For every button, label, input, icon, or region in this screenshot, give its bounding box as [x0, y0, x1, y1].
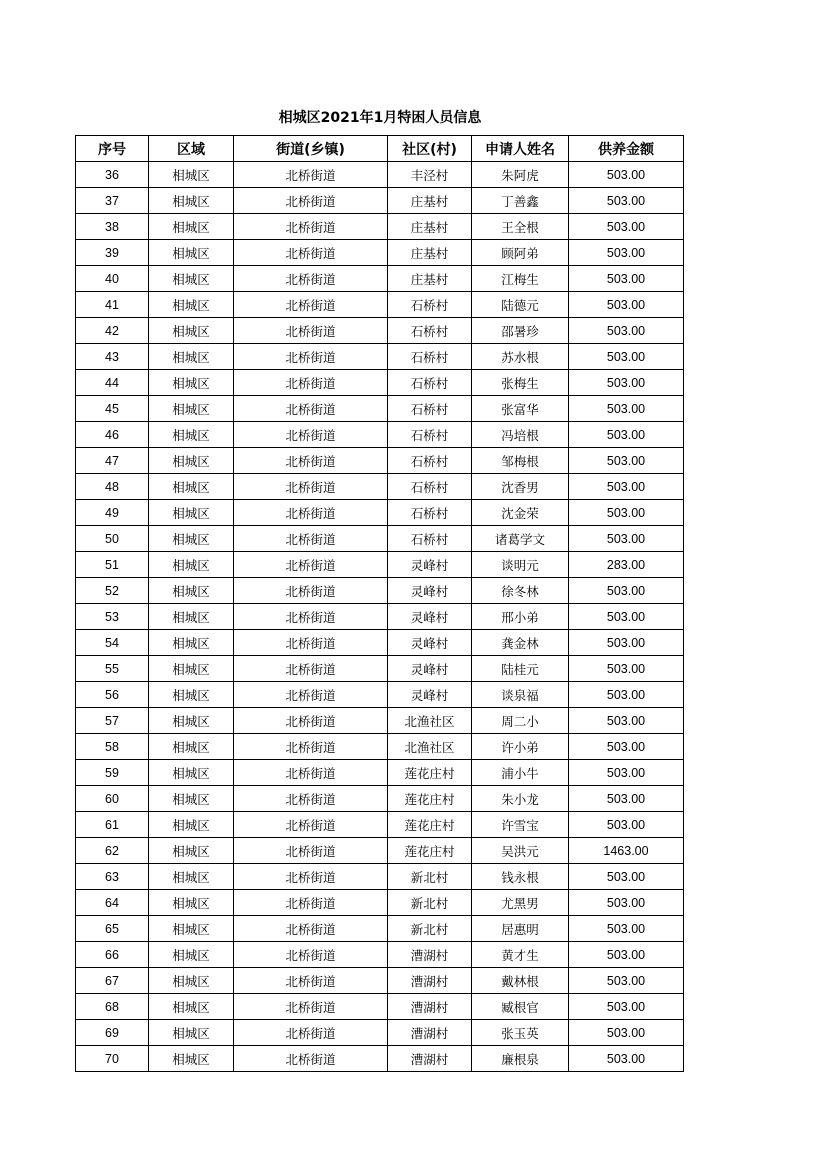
- cell-serial: 65: [76, 916, 149, 942]
- cell-serial: 68: [76, 994, 149, 1020]
- cell-support-amount: 503.00: [569, 786, 684, 812]
- cell-district: 相城区: [149, 630, 234, 656]
- cell-serial: 64: [76, 890, 149, 916]
- cell-applicant-name: 钱永根: [472, 864, 569, 890]
- table-header: [76, 136, 684, 162]
- table-row: [76, 968, 684, 994]
- table-row: [76, 422, 684, 448]
- cell-community: 石桥村: [388, 474, 472, 500]
- cell-applicant-name: 谈泉福: [472, 682, 569, 708]
- table-row: [76, 942, 684, 968]
- cell-support-amount: 503.00: [569, 734, 684, 760]
- cell-serial: 59: [76, 760, 149, 786]
- cell-serial: 37: [76, 188, 149, 214]
- cell-applicant-name: 沈香男: [472, 474, 569, 500]
- cell-support-amount: 503.00: [569, 474, 684, 500]
- table-row: [76, 1046, 684, 1072]
- cell-district: 相城区: [149, 552, 234, 578]
- cell-district: 相城区: [149, 396, 234, 422]
- cell-street: 北桥街道: [234, 396, 388, 422]
- cell-street: 北桥街道: [234, 630, 388, 656]
- cell-support-amount: 503.00: [569, 500, 684, 526]
- table-row: [76, 656, 684, 682]
- table-row: [76, 682, 684, 708]
- cell-community: 北渔社区: [388, 734, 472, 760]
- cell-applicant-name: 周二小: [472, 708, 569, 734]
- cell-support-amount: 503.00: [569, 318, 684, 344]
- cell-street: 北桥街道: [234, 474, 388, 500]
- cell-support-amount: 503.00: [569, 1046, 684, 1072]
- cell-district: 相城区: [149, 1046, 234, 1072]
- cell-district: 相城区: [149, 500, 234, 526]
- cell-applicant-name: 张玉英: [472, 1020, 569, 1046]
- cell-serial: 45: [76, 396, 149, 422]
- cell-street: 北桥街道: [234, 448, 388, 474]
- cell-support-amount: 503.00: [569, 994, 684, 1020]
- table-row: [76, 890, 684, 916]
- cell-serial: 49: [76, 500, 149, 526]
- cell-district: 相城区: [149, 994, 234, 1020]
- cell-district: 相城区: [149, 916, 234, 942]
- cell-serial: 47: [76, 448, 149, 474]
- cell-serial: 67: [76, 968, 149, 994]
- cell-community: 石桥村: [388, 396, 472, 422]
- table-row: [76, 500, 684, 526]
- cell-street: 北桥街道: [234, 760, 388, 786]
- cell-district: 相城区: [149, 708, 234, 734]
- cell-serial: 41: [76, 292, 149, 318]
- table-row: [76, 240, 684, 266]
- cell-district: 相城区: [149, 266, 234, 292]
- cell-support-amount: 503.00: [569, 188, 684, 214]
- cell-street: 北桥街道: [234, 526, 388, 552]
- cell-applicant-name: 戴林根: [472, 968, 569, 994]
- cell-district: 相城区: [149, 370, 234, 396]
- cell-district: 相城区: [149, 188, 234, 214]
- cell-street: 北桥街道: [234, 422, 388, 448]
- cell-district: 相城区: [149, 162, 234, 188]
- cell-community: 石桥村: [388, 500, 472, 526]
- cell-community: 漕湖村: [388, 1020, 472, 1046]
- cell-applicant-name: 许小弟: [472, 734, 569, 760]
- cell-serial: 46: [76, 422, 149, 448]
- cell-serial: 40: [76, 266, 149, 292]
- cell-support-amount: 503.00: [569, 1020, 684, 1046]
- cell-applicant-name: 黄才生: [472, 942, 569, 968]
- cell-street: 北桥街道: [234, 370, 388, 396]
- table-row: [76, 578, 684, 604]
- cell-community: 庄基村: [388, 188, 472, 214]
- cell-serial: 70: [76, 1046, 149, 1072]
- table-row: [76, 162, 684, 188]
- cell-serial: 50: [76, 526, 149, 552]
- cell-serial: 66: [76, 942, 149, 968]
- cell-applicant-name: 谈明元: [472, 552, 569, 578]
- cell-community: 庄基村: [388, 240, 472, 266]
- cell-support-amount: 503.00: [569, 656, 684, 682]
- cell-support-amount: 503.00: [569, 266, 684, 292]
- cell-district: 相城区: [149, 474, 234, 500]
- cell-district: 相城区: [149, 734, 234, 760]
- table-row: [76, 318, 684, 344]
- table-row: [76, 1020, 684, 1046]
- cell-applicant-name: 陆德元: [472, 292, 569, 318]
- cell-street: 北桥街道: [234, 838, 388, 864]
- cell-district: 相城区: [149, 656, 234, 682]
- cell-community: 石桥村: [388, 370, 472, 396]
- cell-applicant-name: 诸葛学文: [472, 526, 569, 552]
- cell-street: 北桥街道: [234, 552, 388, 578]
- cell-applicant-name: 张富华: [472, 396, 569, 422]
- cell-applicant-name: 张梅生: [472, 370, 569, 396]
- cell-street: 北桥街道: [234, 708, 388, 734]
- col-header-serial: 序号: [76, 136, 149, 162]
- cell-support-amount: 283.00: [569, 552, 684, 578]
- cell-street: 北桥街道: [234, 890, 388, 916]
- cell-applicant-name: 臧根官: [472, 994, 569, 1020]
- cell-street: 北桥街道: [234, 864, 388, 890]
- cell-district: 相城区: [149, 422, 234, 448]
- cell-district: 相城区: [149, 812, 234, 838]
- cell-district: 相城区: [149, 786, 234, 812]
- cell-district: 相城区: [149, 890, 234, 916]
- cell-applicant-name: 朱阿虎: [472, 162, 569, 188]
- cell-community: 北渔社区: [388, 708, 472, 734]
- cell-district: 相城区: [149, 942, 234, 968]
- cell-street: 北桥街道: [234, 786, 388, 812]
- cell-serial: 48: [76, 474, 149, 500]
- col-header-district: 区域: [149, 136, 234, 162]
- cell-support-amount: 503.00: [569, 916, 684, 942]
- cell-street: 北桥街道: [234, 240, 388, 266]
- cell-applicant-name: 邹梅根: [472, 448, 569, 474]
- cell-serial: 61: [76, 812, 149, 838]
- table-row: [76, 344, 684, 370]
- cell-community: 庄基村: [388, 214, 472, 240]
- cell-community: 灵峰村: [388, 604, 472, 630]
- col-header-community: 社区(村): [388, 136, 472, 162]
- cell-district: 相城区: [149, 578, 234, 604]
- cell-street: 北桥街道: [234, 318, 388, 344]
- table-row: [76, 916, 684, 942]
- cell-applicant-name: 丁善鑫: [472, 188, 569, 214]
- table-row: [76, 396, 684, 422]
- cell-support-amount: 503.00: [569, 370, 684, 396]
- cell-street: 北桥街道: [234, 292, 388, 318]
- col-header-applicant-name: 申请人姓名: [472, 136, 569, 162]
- cell-district: 相城区: [149, 292, 234, 318]
- cell-community: 石桥村: [388, 344, 472, 370]
- table-row: [76, 812, 684, 838]
- cell-applicant-name: 邢小弟: [472, 604, 569, 630]
- table-row: [76, 188, 684, 214]
- table-row: [76, 838, 684, 864]
- cell-street: 北桥街道: [234, 812, 388, 838]
- cell-applicant-name: 许雪宝: [472, 812, 569, 838]
- cell-community: 漕湖村: [388, 1046, 472, 1072]
- cell-serial: 54: [76, 630, 149, 656]
- cell-community: 灵峰村: [388, 552, 472, 578]
- cell-support-amount: 503.00: [569, 448, 684, 474]
- table-row: [76, 786, 684, 812]
- cell-serial: 42: [76, 318, 149, 344]
- cell-community: 新北村: [388, 864, 472, 890]
- cell-street: 北桥街道: [234, 734, 388, 760]
- cell-support-amount: 503.00: [569, 422, 684, 448]
- table-row: [76, 370, 684, 396]
- cell-district: 相城区: [149, 214, 234, 240]
- cell-district: 相城区: [149, 448, 234, 474]
- cell-serial: 44: [76, 370, 149, 396]
- cell-support-amount: 503.00: [569, 162, 684, 188]
- cell-street: 北桥街道: [234, 942, 388, 968]
- cell-support-amount: 503.00: [569, 682, 684, 708]
- page-title: 相城区2021年1月特困人员信息: [278, 110, 482, 126]
- cell-serial: 38: [76, 214, 149, 240]
- cell-applicant-name: 苏水根: [472, 344, 569, 370]
- cell-serial: 39: [76, 240, 149, 266]
- cell-community: 漕湖村: [388, 994, 472, 1020]
- cell-serial: 51: [76, 552, 149, 578]
- cell-support-amount: 503.00: [569, 708, 684, 734]
- cell-applicant-name: 邵暑珍: [472, 318, 569, 344]
- cell-applicant-name: 冯培根: [472, 422, 569, 448]
- cell-support-amount: 503.00: [569, 968, 684, 994]
- cell-community: 莲花庄村: [388, 838, 472, 864]
- cell-district: 相城区: [149, 968, 234, 994]
- cell-community: 庄基村: [388, 266, 472, 292]
- cell-community: 灵峰村: [388, 656, 472, 682]
- cell-district: 相城区: [149, 682, 234, 708]
- cell-street: 北桥街道: [234, 916, 388, 942]
- cell-support-amount: 503.00: [569, 812, 684, 838]
- cell-serial: 56: [76, 682, 149, 708]
- cell-district: 相城区: [149, 1020, 234, 1046]
- cell-serial: 60: [76, 786, 149, 812]
- cell-support-amount: 503.00: [569, 890, 684, 916]
- cell-community: 莲花庄村: [388, 812, 472, 838]
- cell-serial: 53: [76, 604, 149, 630]
- recipients-table: [75, 135, 684, 1072]
- cell-street: 北桥街道: [234, 214, 388, 240]
- col-header-street: 街道(乡镇): [234, 136, 388, 162]
- cell-street: 北桥街道: [234, 578, 388, 604]
- cell-applicant-name: 沈金荣: [472, 500, 569, 526]
- cell-serial: 52: [76, 578, 149, 604]
- cell-serial: 69: [76, 1020, 149, 1046]
- cell-street: 北桥街道: [234, 500, 388, 526]
- cell-support-amount: 503.00: [569, 864, 684, 890]
- cell-serial: 57: [76, 708, 149, 734]
- table-row: [76, 526, 684, 552]
- cell-support-amount: 503.00: [569, 578, 684, 604]
- cell-street: 北桥街道: [234, 1020, 388, 1046]
- cell-community: 石桥村: [388, 292, 472, 318]
- cell-street: 北桥街道: [234, 656, 388, 682]
- cell-applicant-name: 龚金林: [472, 630, 569, 656]
- cell-street: 北桥街道: [234, 682, 388, 708]
- table-row: [76, 630, 684, 656]
- cell-applicant-name: 浦小牛: [472, 760, 569, 786]
- cell-street: 北桥街道: [234, 188, 388, 214]
- cell-district: 相城区: [149, 318, 234, 344]
- cell-district: 相城区: [149, 838, 234, 864]
- cell-community: 新北村: [388, 916, 472, 942]
- table-body: [76, 162, 684, 1072]
- cell-community: 莲花庄村: [388, 760, 472, 786]
- table-row: [76, 760, 684, 786]
- cell-applicant-name: 江梅生: [472, 266, 569, 292]
- cell-support-amount: 503.00: [569, 942, 684, 968]
- cell-street: 北桥街道: [234, 1046, 388, 1072]
- table-row: [76, 448, 684, 474]
- cell-serial: 36: [76, 162, 149, 188]
- cell-community: 灵峰村: [388, 682, 472, 708]
- table-row: [76, 994, 684, 1020]
- cell-support-amount: 1463.00: [569, 838, 684, 864]
- cell-support-amount: 503.00: [569, 344, 684, 370]
- cell-community: 石桥村: [388, 448, 472, 474]
- cell-applicant-name: 朱小龙: [472, 786, 569, 812]
- cell-street: 北桥街道: [234, 162, 388, 188]
- cell-community: 莲花庄村: [388, 786, 472, 812]
- cell-support-amount: 503.00: [569, 760, 684, 786]
- cell-community: 石桥村: [388, 422, 472, 448]
- cell-support-amount: 503.00: [569, 630, 684, 656]
- cell-support-amount: 503.00: [569, 396, 684, 422]
- cell-street: 北桥街道: [234, 994, 388, 1020]
- cell-applicant-name: 陆桂元: [472, 656, 569, 682]
- cell-district: 相城区: [149, 526, 234, 552]
- cell-serial: 55: [76, 656, 149, 682]
- cell-district: 相城区: [149, 604, 234, 630]
- cell-applicant-name: 徐冬林: [472, 578, 569, 604]
- table-row: [76, 214, 684, 240]
- cell-street: 北桥街道: [234, 968, 388, 994]
- cell-support-amount: 503.00: [569, 240, 684, 266]
- cell-applicant-name: 居惠明: [472, 916, 569, 942]
- cell-applicant-name: 廉根泉: [472, 1046, 569, 1072]
- cell-applicant-name: 尤黑男: [472, 890, 569, 916]
- cell-community: 灵峰村: [388, 578, 472, 604]
- table-row: [76, 708, 684, 734]
- cell-community: 新北村: [388, 890, 472, 916]
- col-header-support-amount: 供养金额: [569, 136, 684, 162]
- cell-community: 灵峰村: [388, 630, 472, 656]
- cell-support-amount: 503.00: [569, 604, 684, 630]
- cell-applicant-name: 王全根: [472, 214, 569, 240]
- cell-support-amount: 503.00: [569, 214, 684, 240]
- table-row: [76, 734, 684, 760]
- cell-district: 相城区: [149, 864, 234, 890]
- table-row: [76, 552, 684, 578]
- cell-street: 北桥街道: [234, 344, 388, 370]
- cell-community: 漕湖村: [388, 968, 472, 994]
- cell-serial: 43: [76, 344, 149, 370]
- table-row: [76, 292, 684, 318]
- cell-applicant-name: 吴洪元: [472, 838, 569, 864]
- cell-serial: 63: [76, 864, 149, 890]
- cell-district: 相城区: [149, 760, 234, 786]
- cell-district: 相城区: [149, 344, 234, 370]
- cell-applicant-name: 顾阿弟: [472, 240, 569, 266]
- cell-community: 漕湖村: [388, 942, 472, 968]
- header-row: [76, 136, 684, 162]
- cell-community: 丰泾村: [388, 162, 472, 188]
- table-row: [76, 864, 684, 890]
- cell-district: 相城区: [149, 240, 234, 266]
- cell-support-amount: 503.00: [569, 526, 684, 552]
- cell-street: 北桥街道: [234, 604, 388, 630]
- table-row: [76, 266, 684, 292]
- table-row: [76, 604, 684, 630]
- table-row: [76, 474, 684, 500]
- cell-community: 石桥村: [388, 526, 472, 552]
- cell-serial: 58: [76, 734, 149, 760]
- cell-serial: 62: [76, 838, 149, 864]
- cell-community: 石桥村: [388, 318, 472, 344]
- cell-street: 北桥街道: [234, 266, 388, 292]
- cell-support-amount: 503.00: [569, 292, 684, 318]
